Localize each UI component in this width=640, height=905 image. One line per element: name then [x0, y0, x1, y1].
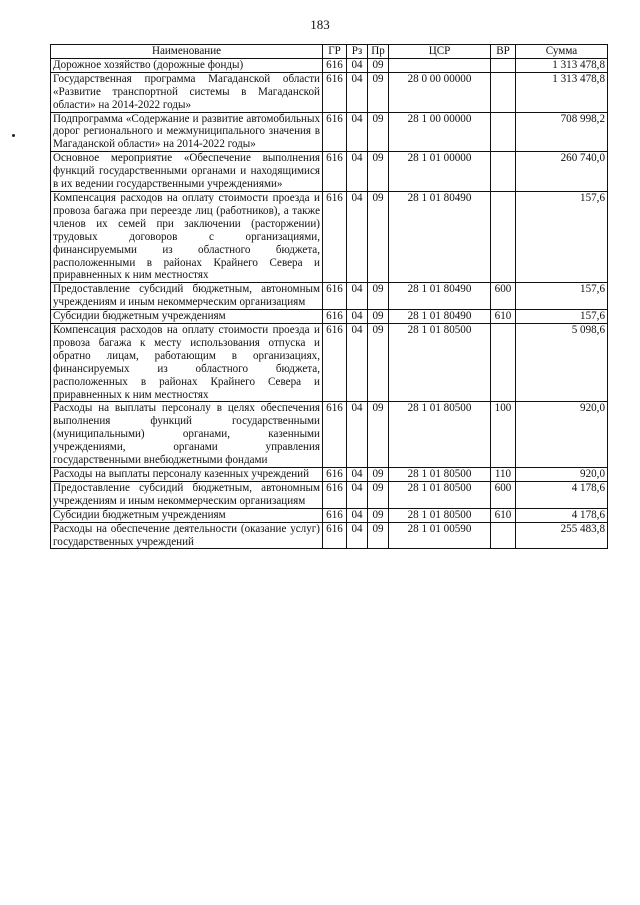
row-csr: 28 1 01 00590	[389, 522, 491, 549]
row-sum: 1 313 478,8	[516, 58, 608, 72]
row-pr: 09	[368, 324, 389, 402]
row-pr: 09	[368, 402, 389, 468]
row-pr: 09	[368, 283, 389, 310]
row-name: Субсидии бюджетным учреждениям	[51, 508, 323, 522]
header-vr: ВР	[491, 45, 516, 59]
row-sum: 157,6	[516, 310, 608, 324]
row-gr: 616	[323, 72, 347, 112]
row-pr: 09	[368, 481, 389, 508]
row-gr: 616	[323, 191, 347, 282]
row-csr	[389, 58, 491, 72]
row-rz: 04	[347, 324, 368, 402]
table-row	[51, 402, 608, 468]
header-gr: ГР	[323, 45, 347, 59]
row-name: Предоставление субсидий бюджетным, автономным учреждениям и иным некоммерческим организациям	[51, 481, 323, 508]
row-rz: 04	[347, 468, 368, 482]
row-rz: 04	[347, 481, 368, 508]
row-sum: 708 998,2	[516, 112, 608, 152]
row-pr: 09	[368, 310, 389, 324]
row-gr: 616	[323, 310, 347, 324]
row-rz: 04	[347, 508, 368, 522]
table-row	[51, 310, 608, 324]
row-vr: 100	[491, 402, 516, 468]
row-gr: 616	[323, 522, 347, 549]
row-sum: 920,0	[516, 468, 608, 482]
row-name: Компенсация расходов на оплату стоимости проезда и провоза багажа к месту использования отпуска и обратно лицам, работающим в организациях, финансируемых из областного бюджета, расположенных в районах Крайнего Севера и приравненных к ним местностях	[51, 324, 323, 402]
row-sum: 255 483,8	[516, 522, 608, 549]
row-sum: 4 178,6	[516, 508, 608, 522]
row-name: Расходы на выплаты персоналу в целях обеспечения выполнения функций государственными (муниципальными) органами, казенными учреждениями, органами управления государственными внебюджетными фондами	[51, 402, 323, 468]
row-gr: 616	[323, 508, 347, 522]
row-pr: 09	[368, 468, 389, 482]
row-csr: 28 1 01 80500	[389, 481, 491, 508]
row-name: Предоставление субсидий бюджетным, автономным учреждениям и иным некоммерческим организациям	[51, 283, 323, 310]
row-sum: 4 178,6	[516, 481, 608, 508]
table-row	[51, 508, 608, 522]
margin-mark	[12, 134, 15, 137]
row-pr: 09	[368, 522, 389, 549]
table-row	[51, 72, 608, 112]
table-row	[51, 152, 608, 192]
budget-table	[50, 44, 608, 549]
row-vr	[491, 191, 516, 282]
row-rz: 04	[347, 522, 368, 549]
row-rz: 04	[347, 191, 368, 282]
row-csr: 28 1 01 80490	[389, 191, 491, 282]
row-rz: 04	[347, 152, 368, 192]
row-vr: 600	[491, 283, 516, 310]
row-csr: 28 1 01 80500	[389, 402, 491, 468]
row-rz: 04	[347, 112, 368, 152]
row-gr: 616	[323, 402, 347, 468]
table-row	[51, 481, 608, 508]
row-csr: 28 1 00 00000	[389, 112, 491, 152]
row-sum: 157,6	[516, 191, 608, 282]
row-csr: 28 1 01 00000	[389, 152, 491, 192]
row-name: Расходы на обеспечение деятельности (оказание услуг) государственных учреждений	[51, 522, 323, 549]
row-sum: 1 313 478,8	[516, 72, 608, 112]
row-gr: 616	[323, 58, 347, 72]
table-row	[51, 112, 608, 152]
row-pr: 09	[368, 191, 389, 282]
row-name: Подпрограмма «Содержание и развитие автомобильных дорог регионального и межмуниципального значения в Магаданской области» на 2014-2022 годы»	[51, 112, 323, 152]
row-name: Субсидии бюджетным учреждениям	[51, 310, 323, 324]
row-pr: 09	[368, 58, 389, 72]
row-gr: 616	[323, 468, 347, 482]
row-csr: 28 1 01 80500	[389, 468, 491, 482]
row-rz: 04	[347, 310, 368, 324]
row-csr: 28 1 01 80490	[389, 310, 491, 324]
row-gr: 616	[323, 481, 347, 508]
header-rz: Рз	[347, 45, 368, 59]
row-vr	[491, 72, 516, 112]
row-vr: 610	[491, 310, 516, 324]
row-rz: 04	[347, 402, 368, 468]
row-sum: 157,6	[516, 283, 608, 310]
row-name: Дорожное хозяйство (дорожные фонды)	[51, 58, 323, 72]
row-pr: 09	[368, 72, 389, 112]
row-vr	[491, 324, 516, 402]
row-gr: 616	[323, 152, 347, 192]
row-rz: 04	[347, 58, 368, 72]
row-sum: 920,0	[516, 402, 608, 468]
row-gr: 616	[323, 112, 347, 152]
row-sum: 5 098,6	[516, 324, 608, 402]
table-row	[51, 58, 608, 72]
header-pr: Пр	[368, 45, 389, 59]
table-row	[51, 522, 608, 549]
header-sum: Сумма	[516, 45, 608, 59]
row-sum: 260 740,0	[516, 152, 608, 192]
row-csr: 28 1 01 80500	[389, 324, 491, 402]
row-vr: 600	[491, 481, 516, 508]
row-csr: 28 0 00 00000	[389, 72, 491, 112]
row-rz: 04	[347, 72, 368, 112]
row-name: Расходы на выплаты персоналу казенных учреждений	[51, 468, 323, 482]
table-header-row	[51, 45, 608, 59]
header-name: Наименование	[51, 45, 323, 59]
row-csr: 28 1 01 80500	[389, 508, 491, 522]
row-name: Государственная программа Магаданской области «Развитие транспортной системы в Магаданской области» на 2014-2022 годы»	[51, 72, 323, 112]
row-vr	[491, 112, 516, 152]
row-pr: 09	[368, 508, 389, 522]
row-pr: 09	[368, 112, 389, 152]
row-vr: 110	[491, 468, 516, 482]
row-pr: 09	[368, 152, 389, 192]
table-row	[51, 468, 608, 482]
row-vr	[491, 152, 516, 192]
row-name: Основное мероприятие «Обеспечение выполнения функций государственными органами и находящимися в их ведении государственными учреждениями»	[51, 152, 323, 192]
row-gr: 616	[323, 283, 347, 310]
table-row	[51, 324, 608, 402]
page-number: 183	[310, 17, 330, 32]
header-csr: ЦСР	[389, 45, 491, 59]
row-vr	[491, 522, 516, 549]
table-row	[51, 283, 608, 310]
row-vr	[491, 58, 516, 72]
row-vr: 610	[491, 508, 516, 522]
row-rz: 04	[347, 283, 368, 310]
table-row	[51, 191, 608, 282]
row-gr: 616	[323, 324, 347, 402]
row-csr: 28 1 01 80490	[389, 283, 491, 310]
row-name: Компенсация расходов на оплату стоимости проезда и провоза багажа при переезде лиц (работников), а также членов их семей при заключении (расторжении) трудовых договоров с организациями, финансируемыми из областного бюджета, расположенными в районах Крайнего Севера и приравненных к ним местностях	[51, 191, 323, 282]
